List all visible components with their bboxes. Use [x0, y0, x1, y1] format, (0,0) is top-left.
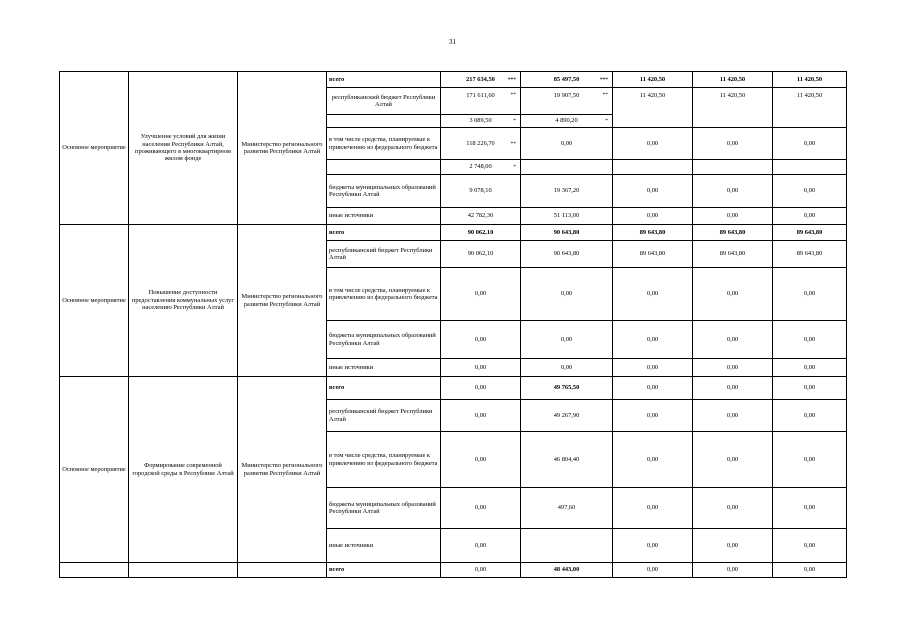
executor: Министерство регионального развития Республики Алтай [238, 225, 327, 377]
empty-cell [521, 160, 613, 175]
activity-name: Повышение доступности предоставления коммунальных услуг населению Республики Алтай [129, 225, 238, 377]
value-cell: 0,00 [613, 208, 693, 225]
source-label [327, 160, 441, 175]
value-cell: 89 643,80 [613, 241, 693, 268]
value-cell: 9 078,10 [441, 175, 521, 208]
footnote-mark: ** [510, 140, 516, 147]
value-cell: 90 643,80 [521, 241, 613, 268]
source-label: в том числе средства, планируемые к привлечению из федерального бюджета [327, 432, 441, 488]
value-cell: 0,00 [613, 268, 693, 321]
source-label: иные источники [327, 359, 441, 377]
value-cell: 0,00 [521, 359, 613, 377]
footnote-mark: ** [602, 92, 608, 98]
value-cell: 0,00 [773, 400, 847, 432]
value-cell: 0,00 [773, 359, 847, 377]
activity-type: Основное мероприятие [60, 377, 129, 563]
value-cell: 11 420,50 [773, 88, 847, 128]
value-cell: 0,00 [693, 268, 773, 321]
value-cell: 89 643,80 [773, 241, 847, 268]
source-label: бюджеты муниципальных образований Республики Алтай [327, 321, 441, 359]
footnote-mark: * [513, 163, 516, 170]
value-cell: 11 420,50 [693, 72, 773, 88]
table-row [60, 72, 847, 88]
value-cell: 0,00 [613, 432, 693, 488]
value-cell [521, 529, 613, 563]
value-cell: 0,00 [613, 175, 693, 208]
value-cell: 49 267,90 [521, 400, 613, 432]
value-cell: 0,00 [693, 563, 773, 578]
value-cell: 49 765,50 [521, 377, 613, 400]
value-cell: 0,00 [773, 268, 847, 321]
value-cell: 171 611,60 ** [441, 88, 521, 115]
source-label: бюджеты муниципальных образований Республики Алтай [327, 488, 441, 529]
value-cell: 0,00 [693, 529, 773, 563]
value-cell: 0,00 [613, 400, 693, 432]
value-cell: 0,00 [773, 128, 847, 160]
value-cell: 0,00 [441, 377, 521, 400]
activity-type [60, 563, 129, 578]
value-cell: 0,00 [613, 128, 693, 160]
page-number: 31 [449, 38, 456, 46]
footnote-mark: *** [599, 76, 608, 83]
footnote-mark: *** [507, 76, 516, 83]
value-cell: 0,00 [693, 321, 773, 359]
value-cell: 19 907,50 ** [521, 88, 613, 115]
value-cell: 89 643,80 [613, 225, 693, 241]
empty-cell [613, 160, 693, 175]
value-cell: 0,00 [441, 400, 521, 432]
activity-name: Улучшение условий для жизни населения Республики Алтай, проживающего в многоквартирном жилом фонде [129, 72, 238, 225]
value-cell: 11 420,50 [613, 88, 693, 128]
value-cell: 0,00 [693, 359, 773, 377]
value-cell: 0,00 [613, 359, 693, 377]
activity-type: Основное мероприятие [60, 225, 129, 377]
value-cell: 42 782,30 [441, 208, 521, 225]
value-cell: 0,00 [613, 563, 693, 578]
value-cell: 0,00 [521, 128, 613, 160]
value-cell: 0,00 [773, 432, 847, 488]
value-cell: 0,00 [773, 488, 847, 529]
footnote-mark: * [605, 117, 608, 124]
value-cell: 11 420,50 [613, 72, 693, 88]
activity-type: Основное мероприятие [60, 72, 129, 225]
value-cell: 0,00 [693, 208, 773, 225]
value-cell: 89 643,80 [693, 241, 773, 268]
source-label: бюджеты муниципальных образований Республики Алтай [327, 175, 441, 208]
activity-name: Формирование современной городской среды в Республике Алтай [129, 377, 238, 563]
source-label: всего [327, 72, 441, 88]
value-cell: 89 643,80 [773, 225, 847, 241]
value-cell: 0,00 [441, 321, 521, 359]
value-cell: 2 748,00 * [441, 160, 521, 175]
value-cell: 0,00 [773, 175, 847, 208]
value-cell: 0,00 [441, 529, 521, 563]
source-label: иные источники [327, 208, 441, 225]
value-cell: 0,00 [693, 488, 773, 529]
source-label: в том числе средства, планируемые к привлечению из федерального бюджета [327, 128, 441, 160]
footnote-mark: * [513, 117, 516, 124]
value-cell: 0,00 [521, 321, 613, 359]
value-cell: 0,00 [693, 377, 773, 400]
value-cell: 0,00 [773, 529, 847, 563]
value-cell: 3 089,50 * [441, 115, 521, 128]
executor: Министерство регионального развития Республики Алтай [238, 72, 327, 225]
budget-table [59, 71, 847, 578]
value-cell: 0,00 [693, 128, 773, 160]
source-label: всего [327, 377, 441, 400]
value-cell: 89 643,80 [693, 225, 773, 241]
executor [238, 563, 327, 578]
value-cell: 0,00 [693, 175, 773, 208]
source-label: республиканский бюджет Республики Алтай [327, 88, 441, 115]
value-cell: 0,00 [613, 529, 693, 563]
value-cell: 46 804,40 [521, 432, 613, 488]
value-cell: 85 497,50 *** [521, 72, 613, 88]
value-cell: 90 062,10 [441, 225, 521, 241]
value-cell: 0,00 [773, 208, 847, 225]
table-row [60, 377, 847, 400]
value-cell: 0,00 [441, 563, 521, 578]
value-cell: 0,00 [521, 268, 613, 321]
value-cell: 0,00 [613, 377, 693, 400]
value-cell: 0,00 [693, 400, 773, 432]
source-label: республиканский бюджет Республики Алтай [327, 241, 441, 268]
value-cell: 118 226,70 ** [441, 128, 521, 160]
empty-cell [773, 160, 847, 175]
source-label: иные источники [327, 529, 441, 563]
value-cell: 51 113,00 [521, 208, 613, 225]
value-cell: 90 643,80 [521, 225, 613, 241]
value-cell: 217 634,50 *** [441, 72, 521, 88]
source-label: республиканский бюджет Республики Алтай [327, 400, 441, 432]
value-cell: 90 062,10 [441, 241, 521, 268]
value-cell: 0,00 [441, 488, 521, 529]
value-cell: 0,00 [441, 359, 521, 377]
value-cell: 0,00 [441, 432, 521, 488]
value-cell: 0,00 [613, 488, 693, 529]
source-label [327, 115, 441, 128]
table-row [60, 563, 847, 578]
value-cell: 48 443,00 [521, 563, 613, 578]
empty-cell [693, 160, 773, 175]
table-row [60, 225, 847, 241]
value-cell: 0,00 [773, 321, 847, 359]
value-cell: 497,60 [521, 488, 613, 529]
value-cell: 11 420,50 [773, 72, 847, 88]
value-cell: 0,00 [441, 268, 521, 321]
value-cell: 0,00 [613, 321, 693, 359]
source-label: в том числе средства, планируемые к привлечению из федерального бюджета [327, 268, 441, 321]
value-cell: 0,00 [773, 563, 847, 578]
source-label: всего [327, 563, 441, 578]
footnote-mark: ** [510, 92, 516, 98]
value-cell: 0,00 [693, 432, 773, 488]
value-cell: 4 890,20 * [521, 115, 613, 128]
source-label: всего [327, 225, 441, 241]
value-cell: 11 420,50 [693, 88, 773, 128]
value-cell: 0,00 [773, 377, 847, 400]
executor: Министерство регионального развития Республики Алтай [238, 377, 327, 563]
activity-name [129, 563, 238, 578]
value-cell: 19 367,20 [521, 175, 613, 208]
